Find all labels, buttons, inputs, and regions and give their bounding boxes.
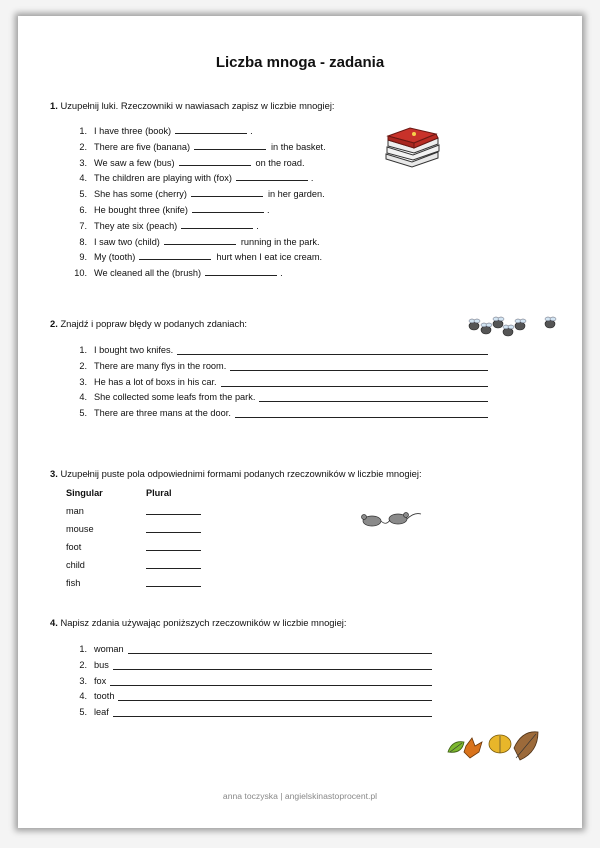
task1-item <box>68 219 326 235</box>
footer-credit: anna toczyska | angielskinastoprocent.pl <box>222 791 378 801</box>
item-number: 4. <box>79 173 87 184</box>
col-plural-header: Plural <box>146 488 172 498</box>
answer-blank <box>192 203 264 213</box>
item-word: bus <box>94 659 109 670</box>
sentence-line <box>110 676 432 686</box>
singular-word: mouse <box>66 524 94 534</box>
item-word: tooth <box>94 691 115 702</box>
sentence-line <box>113 707 432 717</box>
task1-item <box>68 187 326 203</box>
task2-text: Znajdź i popraw błędy w podanych zdaniach: <box>60 318 248 329</box>
item-number: 7. <box>79 220 87 231</box>
item-number: 2. <box>79 659 87 670</box>
answer-blank <box>236 171 308 181</box>
task4-item <box>68 674 432 690</box>
singular-word: man <box>66 506 84 516</box>
item-number: 10. <box>74 268 87 279</box>
item-number: 1. <box>79 644 87 654</box>
item-text-before: She has some (cherry) <box>94 189 187 200</box>
item-number: 3. <box>79 675 87 686</box>
task2-item <box>68 343 488 359</box>
task1-text: Uzupełnij luki. Rzeczowniki w nawiasach zapisz w liczbie mnogiej: <box>60 100 335 111</box>
task2-item <box>68 390 488 406</box>
item-text-before: I have three (book) <box>94 126 172 136</box>
plural-blank <box>146 532 201 533</box>
item-text-after: running in the park. <box>240 236 320 247</box>
item-number: 6. <box>79 204 87 215</box>
plural-blank <box>146 514 201 515</box>
item-number: 1. <box>79 345 87 355</box>
item-text-before: My (tooth) <box>94 252 136 263</box>
task3-number: 3. <box>50 468 58 479</box>
item-number: 8. <box>79 236 87 247</box>
correction-line <box>230 361 488 371</box>
singular-word: child <box>66 560 85 570</box>
task2-list <box>68 343 488 422</box>
item-number: 3. <box>79 157 87 168</box>
task1-item <box>68 203 326 219</box>
task2-item <box>68 375 488 391</box>
item-number: 5. <box>79 408 87 419</box>
page-title: Liczba mnoga - zadania <box>215 54 385 71</box>
item-text-before: I saw two (child) <box>94 236 160 247</box>
sentence-line <box>118 691 432 701</box>
item-text: There are many flys in the room. <box>94 360 227 371</box>
task4-item <box>68 658 432 674</box>
answer-blank <box>164 235 236 245</box>
task4-item <box>68 705 432 721</box>
task1-item <box>68 250 326 266</box>
correction-line <box>221 377 488 387</box>
item-text-after: . <box>310 173 314 184</box>
correction-line <box>235 408 488 418</box>
answer-blank <box>194 140 266 150</box>
flies-icon <box>464 312 568 342</box>
item-word: fox <box>94 675 107 686</box>
answer-blank <box>191 187 263 197</box>
task1-item <box>68 140 326 156</box>
mice-icon <box>358 506 424 530</box>
item-number: 3. <box>79 376 87 387</box>
item-text-before: He bought three (knife) <box>94 204 188 215</box>
item-text-before: We cleaned all the (brush) <box>94 268 202 279</box>
correction-line <box>177 345 488 355</box>
task1-item <box>68 156 326 172</box>
col-singular-header: Singular <box>66 488 103 498</box>
item-text-after: . <box>266 204 270 215</box>
item-number: 1. <box>79 126 87 136</box>
task2-item <box>68 359 488 375</box>
task1-instruction <box>50 100 335 111</box>
answer-blank <box>175 124 247 134</box>
item-number: 4. <box>79 392 87 403</box>
task3-instruction <box>50 468 422 479</box>
task4-item <box>68 642 432 658</box>
plural-blank <box>146 550 201 551</box>
task3-text: Uzupełnij puste pola odpowiednimi formami podanych rzeczowników w liczbie mnogiej: <box>60 468 422 479</box>
sentence-line <box>128 644 432 654</box>
books-icon <box>382 124 442 168</box>
task2-number: 2. <box>50 318 58 329</box>
item-text-after: . <box>256 220 259 231</box>
answer-blank <box>139 250 211 260</box>
answer-blank <box>205 266 277 276</box>
item-text-after: . <box>250 126 253 136</box>
task4-text: Napisz zdania używając poniższych rzeczowników w liczbie mnogiej: <box>60 617 347 628</box>
item-text-after: . <box>280 268 283 279</box>
singular-word: foot <box>66 542 82 552</box>
item-number: 5. <box>79 707 87 718</box>
task1-item <box>68 235 326 251</box>
correction-line <box>259 392 488 402</box>
item-number: 4. <box>79 691 87 702</box>
task4-item <box>68 689 432 705</box>
task1-item <box>68 124 326 140</box>
item-number: 2. <box>79 141 87 152</box>
item-number: 2. <box>79 360 87 371</box>
item-text-before: There are five (banana) <box>94 141 191 152</box>
item-text-before: The children are playing with (fox) <box>94 173 232 184</box>
task4-instruction <box>50 617 347 628</box>
item-text-after: in her garden. <box>267 189 325 200</box>
item-number: 5. <box>79 189 87 200</box>
answer-blank <box>181 219 253 229</box>
item-text: He has a lot of boxs in his car. <box>94 376 217 387</box>
task4-list <box>68 642 432 721</box>
item-word: leaf <box>94 707 109 718</box>
plural-blank <box>146 568 201 569</box>
singular-word: fish <box>66 578 81 588</box>
worksheet-page <box>18 16 582 828</box>
task1-item <box>68 171 326 187</box>
sentence-line <box>113 660 432 670</box>
item-text-after: on the road. <box>255 157 305 168</box>
answer-blank <box>179 156 251 166</box>
item-text-after: hurt when I eat ice cream. <box>216 252 323 263</box>
autumn-leaves-icon <box>442 722 552 766</box>
task2-item <box>68 406 488 422</box>
item-text-before: They ate six (peach) <box>94 220 178 231</box>
item-word: woman <box>94 644 124 654</box>
plural-blank <box>146 586 201 587</box>
task2-instruction <box>50 318 247 329</box>
item-text: I bought two knifes. <box>94 345 174 355</box>
task4-number: 4. <box>50 617 58 628</box>
item-number: 9. <box>79 252 87 263</box>
task1-list <box>68 124 326 282</box>
item-text: There are three mans at the door. <box>94 408 231 419</box>
item-text: She collected some leafs from the park. <box>94 392 256 403</box>
item-text-after: in the basket. <box>271 141 326 152</box>
task1-number: 1. <box>50 100 58 111</box>
item-text-before: We saw a few (bus) <box>94 157 175 168</box>
task1-item <box>68 266 326 282</box>
